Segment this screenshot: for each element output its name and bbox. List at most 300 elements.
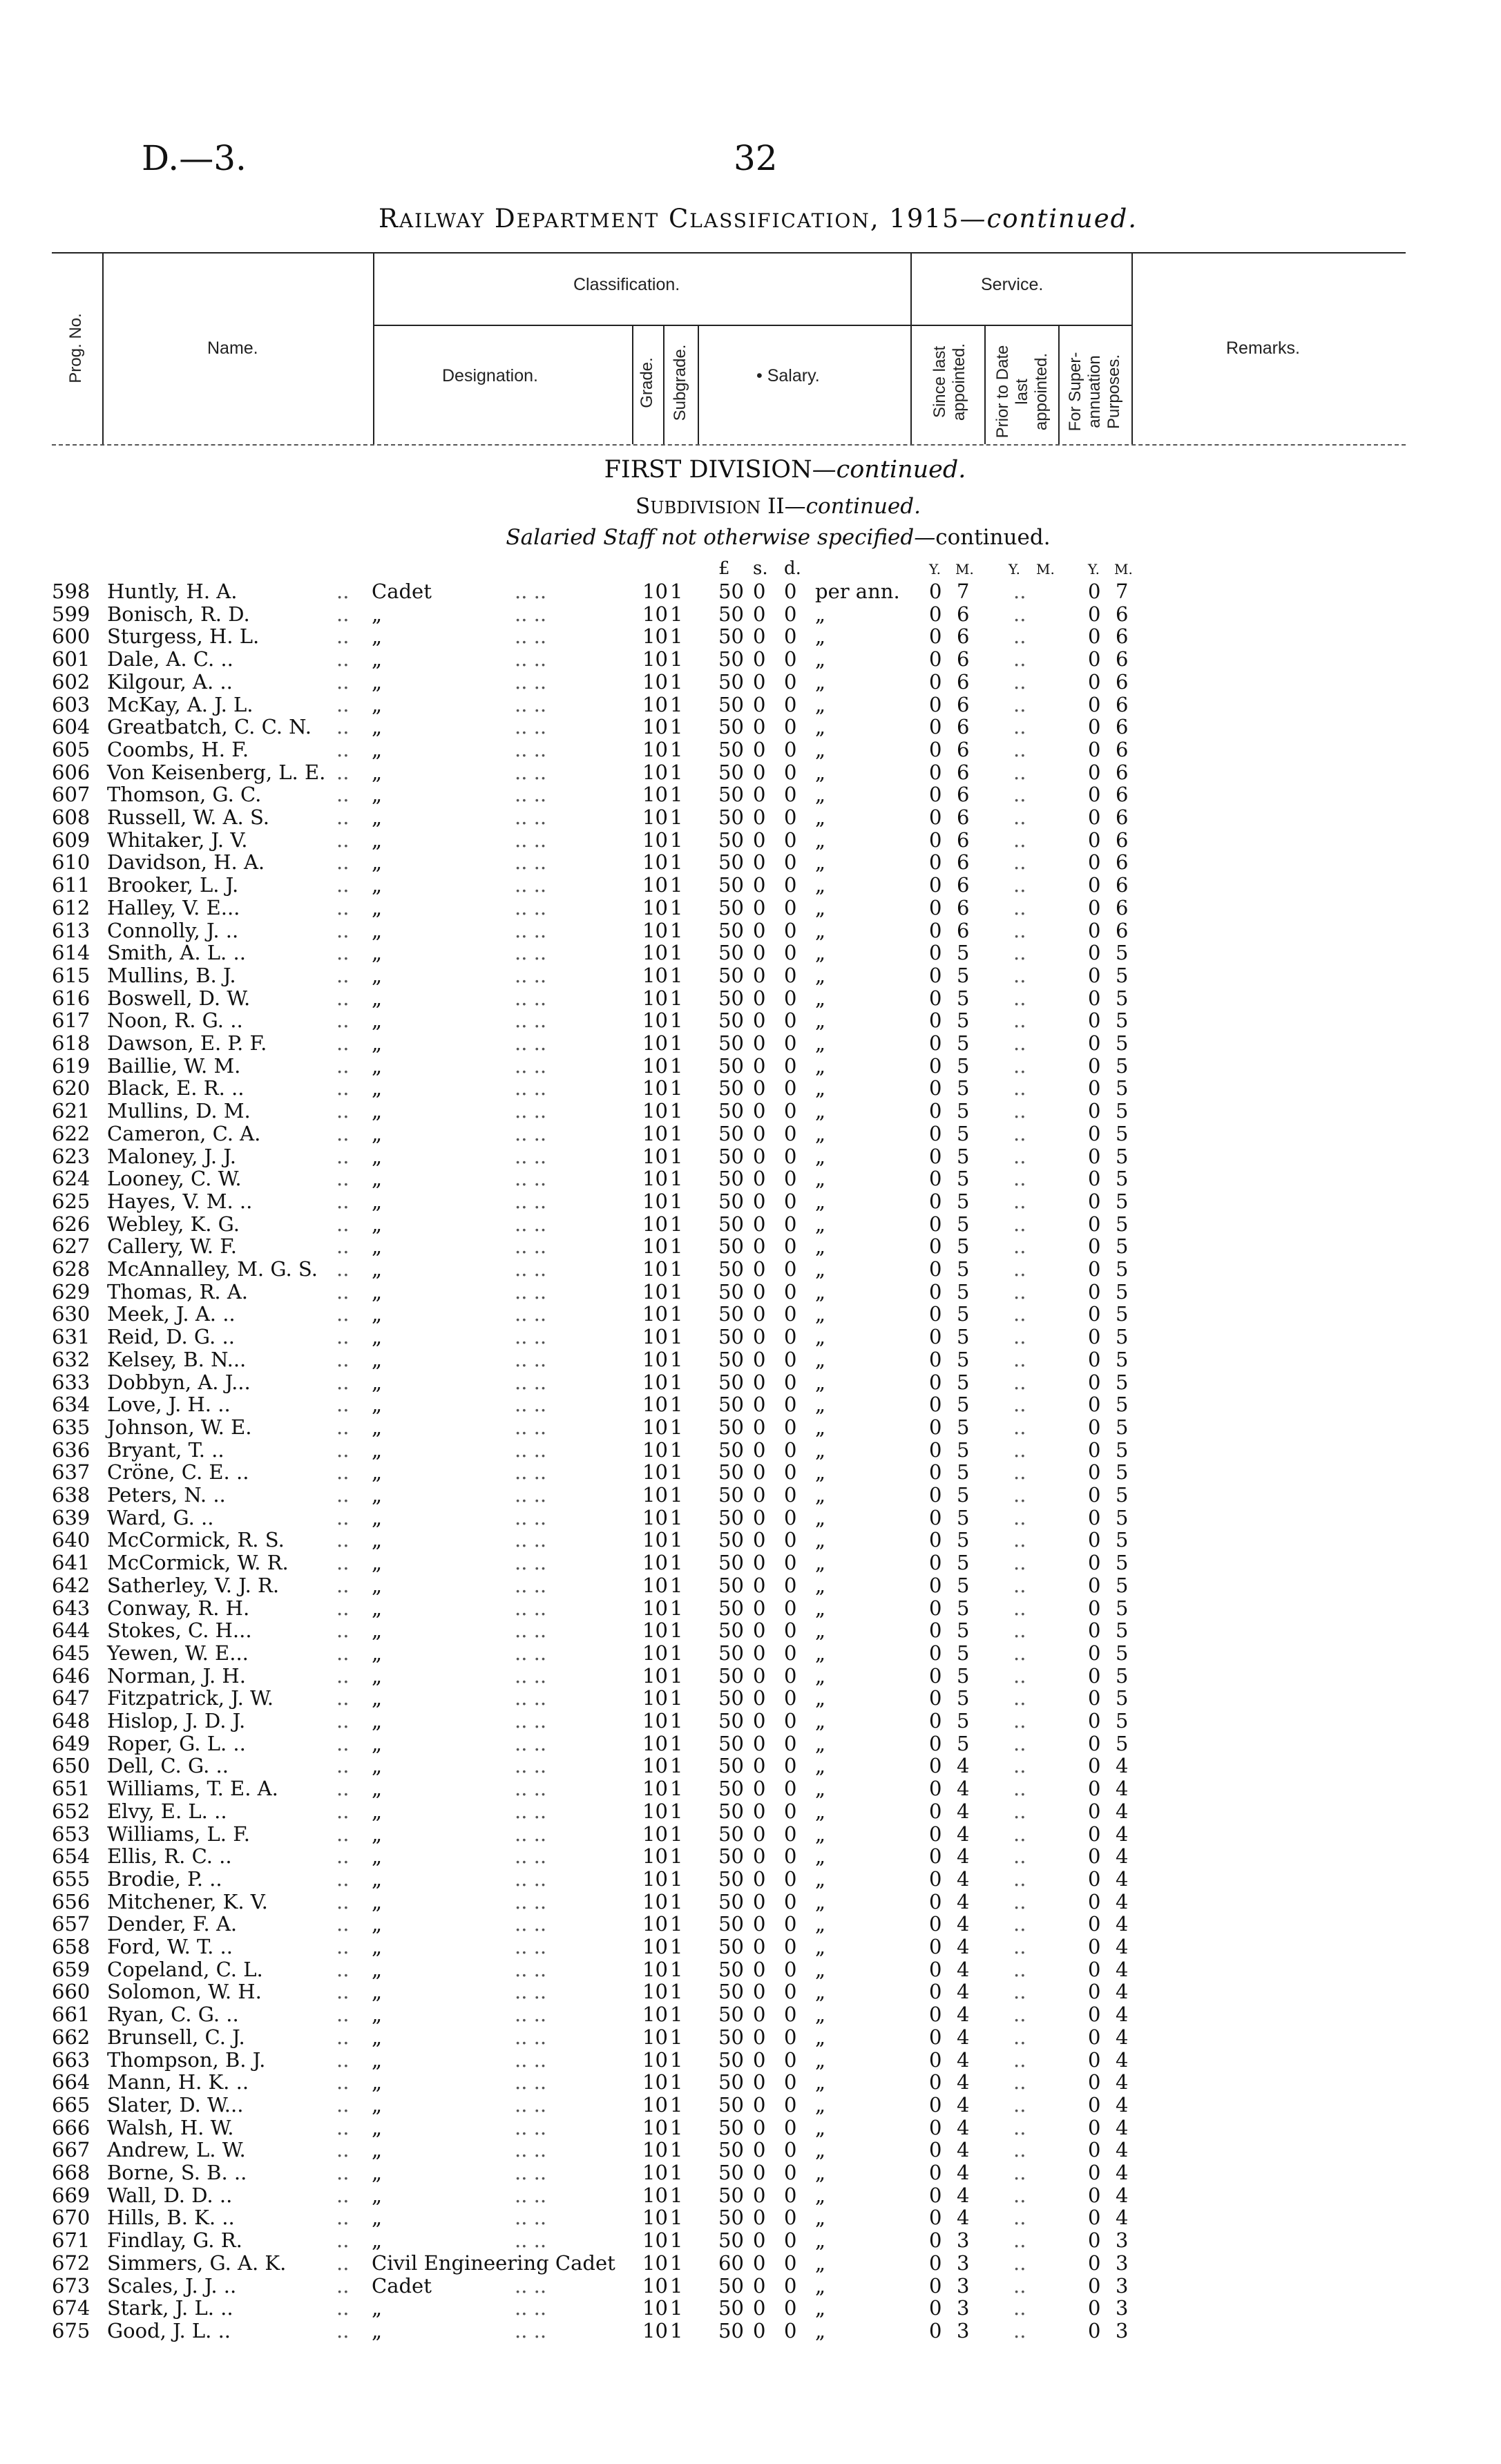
table-row [0,1393,1501,1416]
designation: „ [372,1031,383,1055]
salary-shillings: 0 [753,1393,766,1417]
super-years: 0 [1088,2003,1101,2027]
staff-name: Whitaker, J. V. [107,828,248,852]
salary-pence: 0 [784,1528,797,1552]
designation: „ [372,1935,383,1958]
designation: „ [372,1957,383,1981]
prog-no: 612 [52,895,90,919]
staff-name: Boswell, D. W. [107,986,251,1010]
super-years: 0 [1088,1709,1101,1732]
table-row [0,1258,1501,1281]
salary-pounds: 50 [718,1844,744,1869]
grade: 10 [642,2025,668,2049]
designation: „ [372,1121,383,1145]
salary-pence: 0 [784,1641,797,1665]
grade: 10 [642,1438,668,1462]
prog-no: 665 [52,2092,90,2117]
since-years: 0 [929,602,942,626]
salary-shillings: 0 [753,624,766,649]
subgrade: 1 [670,1121,683,1145]
salary-pence: 0 [784,1167,797,1191]
since-months: 3 [957,2228,970,2253]
since-months: 4 [957,1866,970,1891]
designation: „ [372,1415,383,1439]
staff-name: Copeland, C. L. [107,1957,263,1981]
salary-shillings: 0 [753,1076,766,1100]
leader-dots: .. .. [515,828,547,852]
table-row [0,1326,1501,1348]
salary-period: „ [815,986,826,1010]
subgrade: 1 [670,602,683,626]
super-years: 0 [1088,1121,1101,1145]
designation: „ [372,1980,383,2004]
designation: „ [372,2318,383,2342]
prior-dots: .. [1013,1551,1026,1575]
salary-pence: 0 [784,1483,797,1507]
table-row [0,1235,1501,1258]
salary-pence: 0 [784,1686,797,1710]
super-years: 0 [1088,602,1101,626]
since-months: 5 [957,1009,970,1033]
prog-no: 642 [52,1573,90,1597]
salary-period: „ [815,2273,826,2298]
staff-name: Hills, B. K. .. [107,2206,235,2230]
prior-dots: .. [1013,1144,1026,1168]
leader-dots: .. [336,1167,350,1191]
designation: „ [372,1528,383,1552]
column-divider [910,252,912,444]
salary-shillings: 0 [753,2206,766,2230]
staff-name: Bonisch, R. D. [107,602,250,626]
super-years: 0 [1088,1031,1101,1055]
since-months: 5 [957,1415,970,1439]
super-years: 0 [1088,1618,1101,1643]
leader-dots: .. .. [515,2138,547,2162]
super-months: 5 [1116,1347,1129,1371]
salary-pence: 0 [784,1031,797,1055]
subgrade: 1 [670,1799,683,1823]
leader-dots: .. .. [515,647,547,671]
subgrade: 1 [670,647,683,671]
col-grade: Grade. [638,357,656,408]
staff-name: Simmers, G. A. K. [107,2251,287,2275]
table-row [0,1868,1501,1891]
salary-period: „ [815,1347,826,1371]
salary-pence: 0 [784,1912,797,1936]
salary-pence: 0 [784,760,797,784]
table-row [0,897,1501,919]
leader-dots: .. .. [515,1347,547,1371]
salary-pence: 0 [784,2070,797,2094]
subgrade: 1 [670,828,683,852]
salary-shillings: 0 [753,1596,766,1620]
super-years: 0 [1088,1279,1101,1303]
salary-pence: 0 [784,1212,797,1236]
prior-dots: .. [1013,1325,1026,1349]
prog-no: 634 [52,1393,90,1417]
salary-pounds: 50 [718,1076,744,1100]
subgrade: 1 [670,715,683,739]
leader-dots: .. .. [515,1393,547,1417]
super-months: 5 [1116,1121,1129,1145]
super-months: 3 [1116,2228,1129,2253]
designation: „ [372,1076,383,1100]
salary-period: „ [815,624,826,649]
super-months: 4 [1116,2003,1129,2027]
leader-dots: .. .. [515,1889,547,1913]
prior-dots: .. [1013,1031,1026,1055]
since-months: 4 [957,1777,970,1801]
designation: „ [372,1686,383,1710]
grade: 10 [642,918,668,942]
designation: „ [372,1663,383,1688]
col-subgrade: Subgrade. [671,344,689,421]
salary-pence: 0 [784,1076,797,1100]
grade: 10 [642,783,668,807]
designation: „ [372,2206,383,2230]
since-months: 4 [957,1822,970,1846]
salary-pounds: 50 [718,1957,744,1981]
salary-shillings: 0 [753,1844,766,1869]
table-row [0,1845,1501,1868]
column-divider [1058,325,1060,444]
since-years: 0 [929,2318,942,2342]
salary-shillings: 0 [753,1053,766,1078]
table-row [0,648,1501,671]
subgrade: 1 [670,624,683,649]
salary-shillings: 0 [753,1866,766,1891]
staff-name: Brodie, P. .. [107,1866,222,1891]
column-divider [984,325,986,444]
prior-dots: .. [1013,1347,1026,1371]
since-years: 0 [929,2003,942,2027]
since-months: 5 [957,1663,970,1688]
grade: 10 [642,2251,668,2275]
salary-shillings: 0 [753,1889,766,1913]
leader-dots: .. [336,1731,350,1755]
since-months: 5 [957,1099,970,1123]
prog-no: 674 [52,2296,90,2320]
salary-shillings: 0 [753,1754,766,1778]
super-months: 5 [1116,963,1129,987]
salary-pence: 0 [784,602,797,626]
table-row [0,2071,1501,2094]
super-months: 5 [1116,1528,1129,1552]
prior-dots: .. [1013,805,1026,829]
salary-period: „ [815,1189,826,1213]
leader-dots: .. [336,1483,350,1507]
salary-pounds: 50 [718,1641,744,1665]
leader-dots: .. [336,647,350,671]
staff-name: Davidson, H. A. [107,850,265,875]
page-number: 32 [734,138,778,178]
prior-dots: .. [1013,1302,1026,1326]
leader-dots: .. [336,1099,350,1123]
prior-dots: .. [1013,1438,1026,1462]
grade: 10 [642,580,668,603]
subgrade: 1 [670,1528,683,1552]
designation: „ [372,1370,383,1394]
salary-shillings: 0 [753,895,766,919]
leader-dots: .. .. [515,1370,547,1394]
designation: „ [372,1099,383,1123]
since-months: 4 [957,2092,970,2117]
designation: Civil Engineering Cadet [372,2251,615,2275]
leader-dots: .. .. [515,1618,547,1643]
since-months: 5 [957,1596,970,1620]
staff-name: Good, J. L. .. [107,2318,231,2342]
staff-name: McKay, A. J. L. [107,692,254,716]
salary-pounds: 50 [718,715,744,739]
super-months: 6 [1116,669,1129,694]
salary-pounds: 50 [718,737,744,761]
prior-dots: .. [1013,2318,1026,2342]
since-years: 0 [929,2206,942,2230]
salary-pounds: 50 [718,918,744,942]
salary-pounds: 50 [718,873,744,897]
super-months: 5 [1116,1189,1129,1213]
grade: 10 [642,1505,668,1529]
table-row [0,1100,1501,1123]
salary-pence: 0 [784,963,797,987]
salary-period: „ [815,1302,826,1326]
prog-no: 661 [52,2003,90,2027]
leader-dots: .. .. [515,2025,547,2049]
grade: 10 [642,2003,668,2027]
designation: „ [372,895,383,919]
super-months: 5 [1116,1099,1129,1123]
since-months: 4 [957,2183,970,2207]
super-months: 6 [1116,692,1129,716]
since-years: 0 [929,2115,942,2139]
salary-pounds: 50 [718,2003,744,2027]
salary-shillings: 0 [753,692,766,716]
staff-name: Ward, G. .. [107,1505,214,1529]
since-years: 0 [929,2047,942,2072]
salary-pounds: 50 [718,1325,744,1349]
super-months: 6 [1116,805,1129,829]
leader-dots: .. [336,1663,350,1688]
subgrade: 1 [670,1709,683,1732]
salary-pounds: 50 [718,1144,744,1168]
grade: 10 [642,2296,668,2320]
table-row [0,783,1501,806]
leader-dots: .. .. [515,1009,547,1033]
salary-period: „ [815,918,826,942]
leader-dots: .. [336,986,350,1010]
prior-dots: .. [1013,1777,1026,1801]
salary-pence: 0 [784,1596,797,1620]
since-months: 5 [957,1234,970,1259]
table-row [0,1687,1501,1710]
leader-dots: .. [336,1415,350,1439]
column-divider [632,325,633,444]
prior-dots: .. [1013,2183,1026,2207]
since-months: 4 [957,2161,970,2184]
leader-dots: .. .. [515,2206,547,2230]
prog-no: 637 [52,1460,90,1484]
since-years: 0 [929,1551,942,1575]
staff-name: Noon, R. G. .. [107,1009,243,1033]
prior-dots: .. [1013,1076,1026,1100]
since-months: 4 [957,2138,970,2162]
super-months: 5 [1116,1596,1129,1620]
salary-shillings: 0 [753,1438,766,1462]
since-months: 4 [957,1754,970,1778]
designation: „ [372,1866,383,1891]
super-years: 0 [1088,2161,1101,2184]
grade: 10 [642,624,668,649]
since-months: 5 [957,1189,970,1213]
prior-dots: .. [1013,1099,1026,1123]
leader-dots: .. [336,1799,350,1823]
prog-no: 599 [52,602,90,626]
unit-years: Y. [1008,561,1020,577]
staff-name: McCormick, R. S. [107,1528,285,1552]
column-divider [102,252,104,444]
table-row [0,1574,1501,1597]
since-months: 4 [957,1980,970,2004]
since-years: 0 [929,1009,942,1033]
salary-pence: 0 [784,1505,797,1529]
since-years: 0 [929,760,942,784]
salary-shillings: 0 [753,580,766,603]
prog-no: 603 [52,692,90,716]
since-years: 0 [929,1347,942,1371]
subgrade: 1 [670,941,683,965]
super-years: 0 [1088,2183,1101,2207]
prior-dots: .. [1013,1686,1026,1710]
salary-shillings: 0 [753,1212,766,1236]
salary-shillings: 0 [753,1415,766,1439]
subgrade: 1 [670,1957,683,1981]
designation: „ [372,692,383,716]
designation: „ [372,2115,383,2139]
leader-dots: .. [336,1505,350,1529]
since-months: 5 [957,1528,970,1552]
salary-pence: 0 [784,1551,797,1575]
salary-pounds: 50 [718,986,744,1010]
leader-dots: .. [336,2003,350,2027]
salary-pounds: 50 [718,1347,744,1371]
super-years: 0 [1088,873,1101,897]
subgrade: 1 [670,1031,683,1055]
super-years: 0 [1088,2025,1101,2049]
salary-shillings: 0 [753,1167,766,1191]
since-years: 0 [929,1912,942,1936]
grade: 10 [642,1980,668,2004]
super-months: 4 [1116,1777,1129,1801]
salary-pounds: 50 [718,1866,744,1891]
leader-dots: .. .. [515,624,547,649]
grade: 10 [642,1573,668,1597]
subgrade: 1 [670,1144,683,1168]
leader-dots: .. [336,715,350,739]
super-years: 0 [1088,1234,1101,1259]
staff-name: Walsh, H. W. [107,2115,234,2139]
leader-dots: .. .. [515,715,547,739]
leader-dots: .. [336,602,350,626]
salary-pounds: 50 [718,1415,744,1439]
subgrade: 1 [670,1302,683,1326]
table-row [0,671,1501,694]
leader-dots: .. .. [515,1957,547,1981]
prog-no: 668 [52,2161,90,2184]
super-years: 0 [1088,1528,1101,1552]
since-years: 0 [929,1031,942,1055]
leader-dots: .. .. [515,1302,547,1326]
leader-dots: .. .. [515,1935,547,1958]
prog-no: 645 [52,1641,90,1665]
prior-dots: .. [1013,580,1026,603]
grade: 10 [642,1234,668,1259]
leader-dots: .. [336,1212,350,1236]
subgrade: 1 [670,1822,683,1846]
salary-pounds: 50 [718,2273,744,2298]
table-row [0,1529,1501,1551]
salary-shillings: 0 [753,1573,766,1597]
super-years: 0 [1088,1912,1101,1936]
staff-name: Looney, C. W. [107,1167,242,1191]
subgrade: 1 [670,1438,683,1462]
since-years: 0 [929,1709,942,1732]
leader-dots: .. [336,1551,350,1575]
salary-period: „ [815,1167,826,1191]
leader-dots: .. .. [515,1686,547,1710]
leader-dots: .. .. [515,692,547,716]
since-years: 0 [929,715,942,739]
col-salary: • Salary. [756,366,820,385]
super-months: 4 [1116,1754,1129,1778]
salary-pence: 0 [784,1257,797,1281]
since-months: 4 [957,2115,970,2139]
salary-pounds: 50 [718,760,744,784]
table-row [0,1190,1501,1213]
since-months: 3 [957,2273,970,2298]
prior-dots: .. [1013,669,1026,694]
table-row [0,919,1501,942]
salary-pounds: 50 [718,2025,744,2049]
super-months: 5 [1116,1686,1129,1710]
super-months: 5 [1116,1573,1129,1597]
designation: „ [372,963,383,987]
since-months: 5 [957,1144,970,1168]
leader-dots: .. .. [515,2115,547,2139]
since-months: 5 [957,1212,970,1236]
leader-dots: .. .. [515,602,547,626]
super-years: 0 [1088,918,1101,942]
since-months: 4 [957,2025,970,2049]
prior-dots: .. [1013,1415,1026,1439]
super-months: 5 [1116,1551,1129,1575]
table-row [0,2320,1501,2342]
salary-shillings: 0 [753,941,766,965]
super-years: 0 [1088,1935,1101,1958]
super-months: 5 [1116,1325,1129,1349]
grade: 10 [642,1822,668,1846]
salary-pence: 0 [784,737,797,761]
super-years: 0 [1088,647,1101,671]
grade: 10 [642,715,668,739]
salary-pounds: 50 [718,1167,744,1191]
salary-pounds: 50 [718,1663,744,1688]
super-years: 0 [1088,1144,1101,1168]
salary-pounds: 50 [718,1777,744,1801]
designation: „ [372,2025,383,2049]
salary-period: „ [815,1573,826,1597]
super-years: 0 [1088,1347,1101,1371]
super-years: 0 [1088,669,1101,694]
